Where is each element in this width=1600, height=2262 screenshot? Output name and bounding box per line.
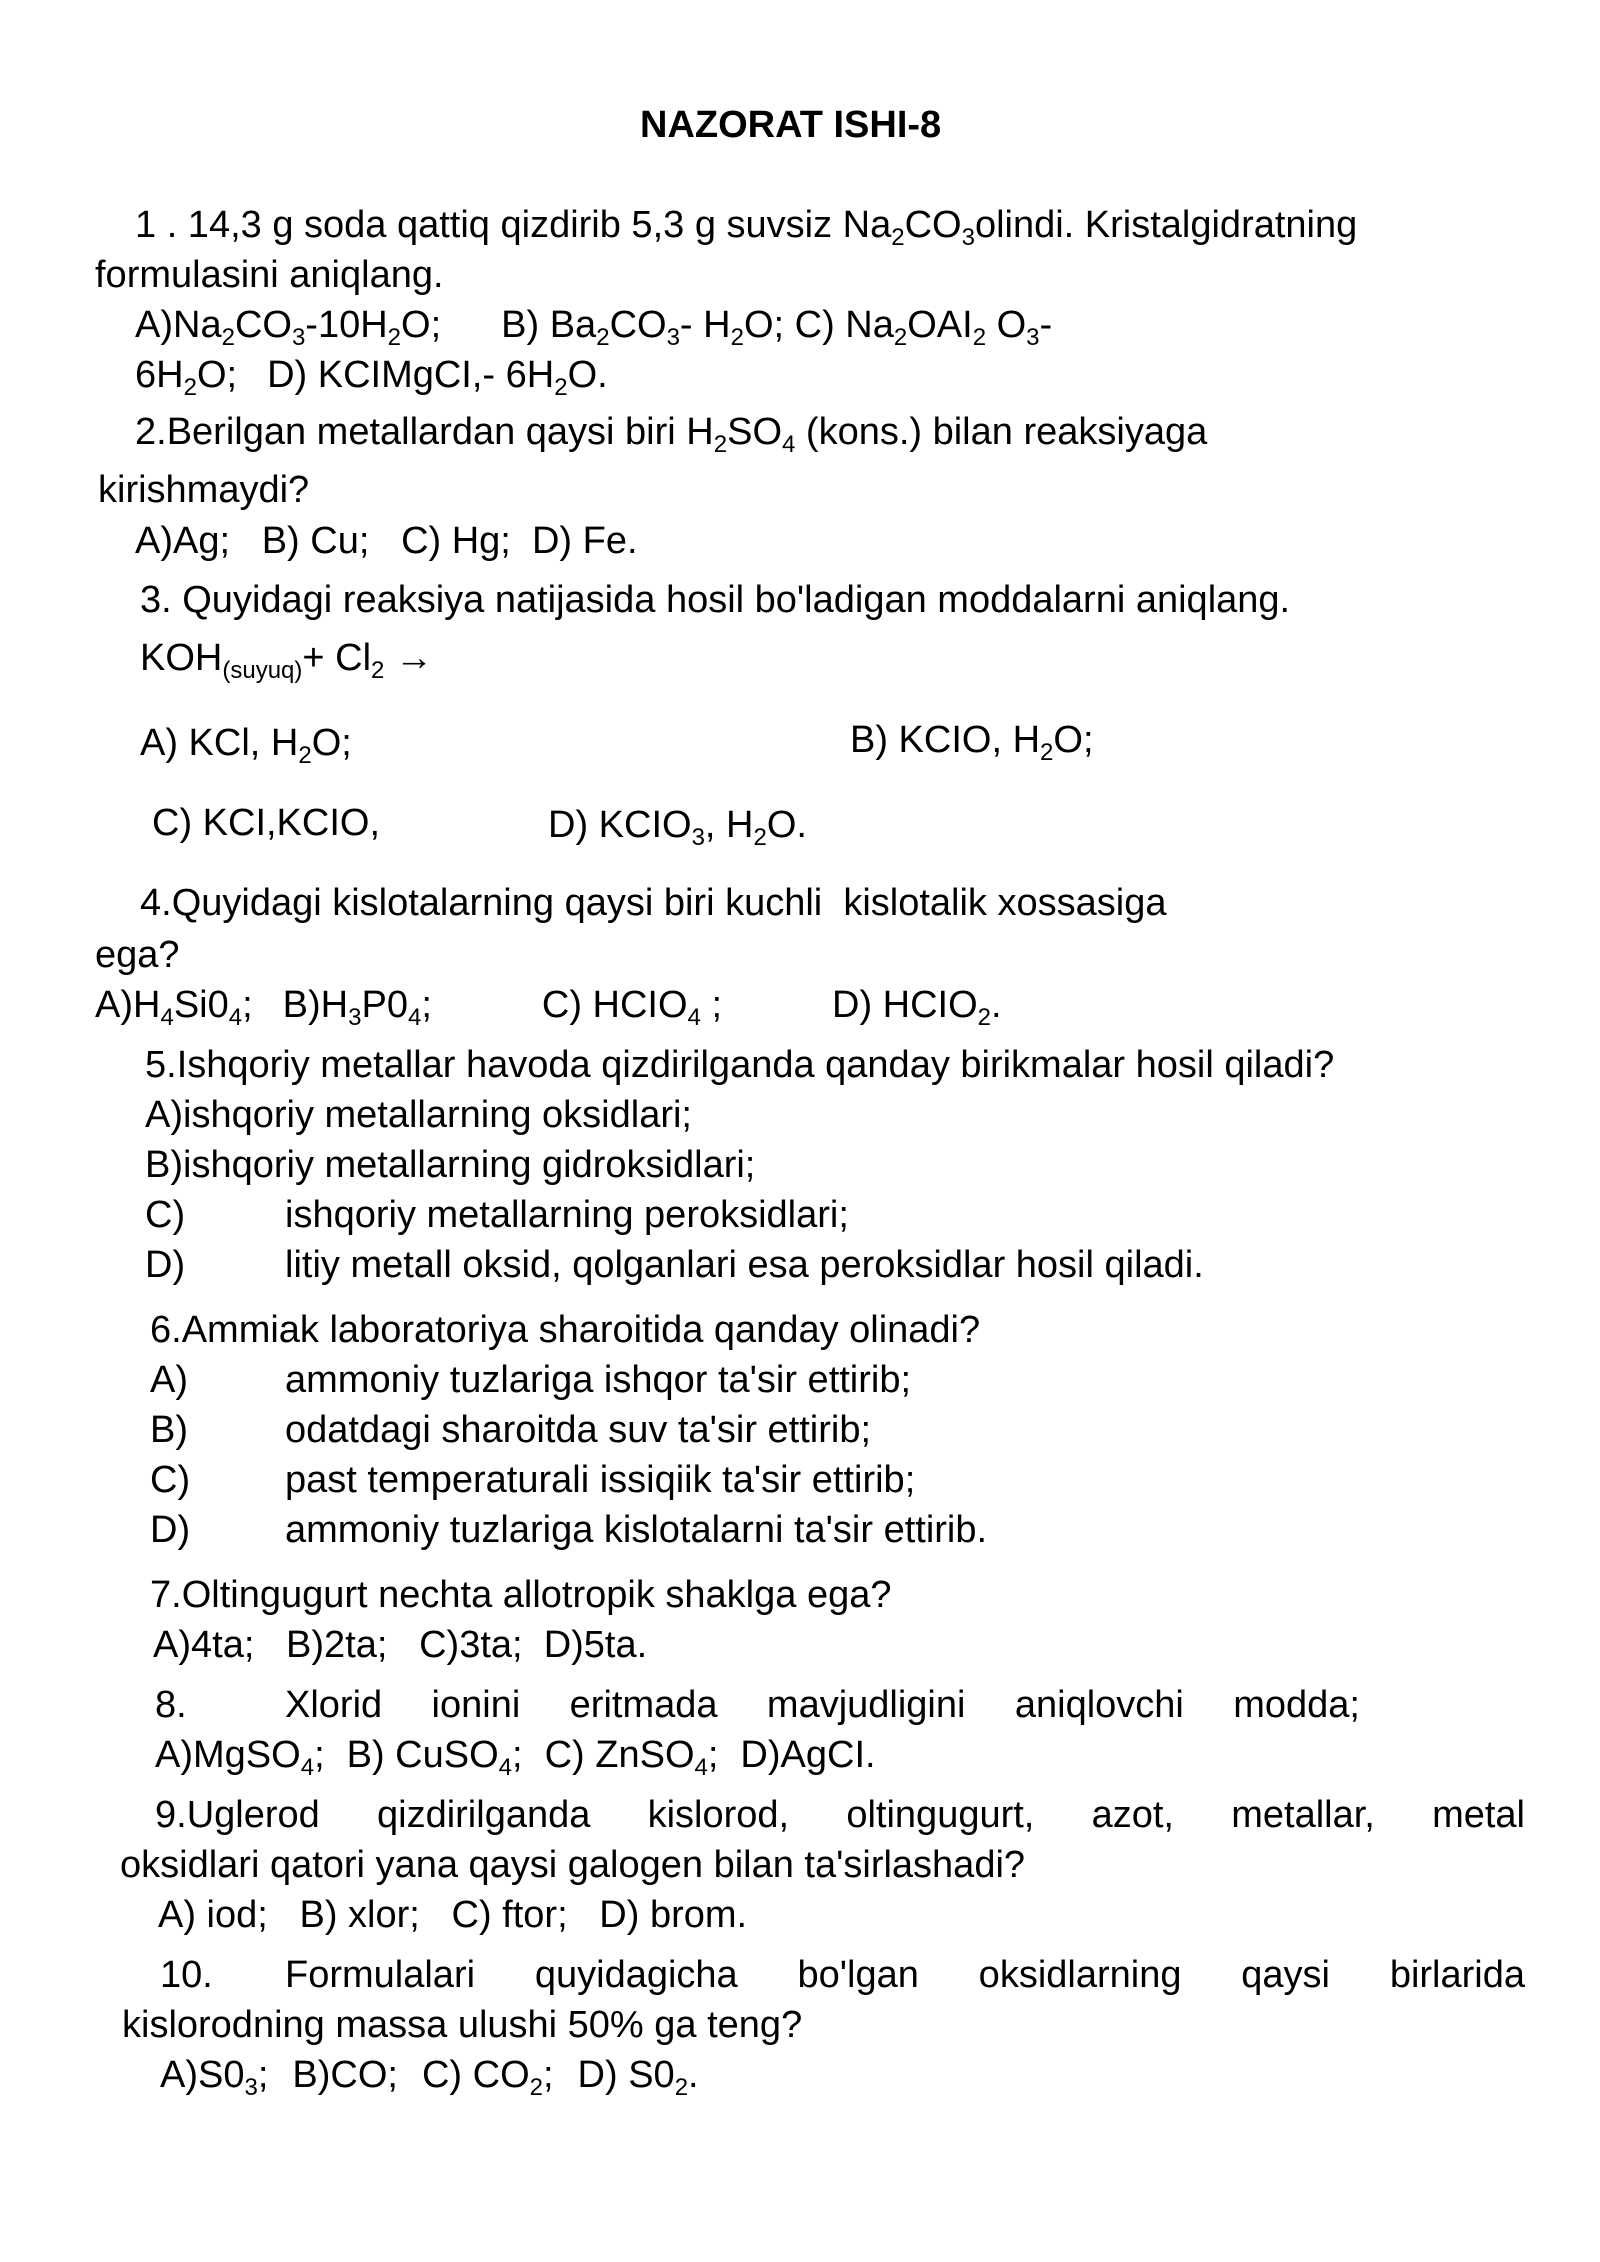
q2-text-line1: 2.Berilgan metallardan qaysi biri $H_2SO_4$ (kons.) bilan reaksiyaga — [135, 411, 1208, 458]
q6-option-d-letter: D) — [150, 1509, 191, 1551]
q10-options — [160, 2050, 699, 2100]
q6-option-d: ammoniy tuzlariga kislotalarni ta'sir ettirib. — [285, 1509, 988, 1551]
q4-options — [95, 980, 1002, 1030]
q4-option-a: $A)H_4Si0_4$; — [95, 984, 253, 1031]
q10-text-line1: Formulalari quyidagicha bo'lgan oksidlarning qaysi birlarida — [285, 1954, 1525, 1996]
q5-option-d: litiy metall oksid, qolganlari esa peroksidlar hosil qiladi. — [285, 1244, 1204, 1286]
q5-text-line1: 5.Ishqoriy metallar havoda qizdirilganda qanday birikmalar hosil qiladi? — [145, 1044, 1335, 1086]
q7-options: A)4ta; B)2ta; C)3ta; D)5ta. — [153, 1624, 648, 1666]
q2-options: A)Ag; B) Cu; C) Hg; D) Fe. — [135, 520, 638, 562]
q9-text-line1: 9.Uglerod qizdirilganda kislorod, oltingugurt, azot, metallar, metal — [155, 1794, 1525, 1836]
q6-option-b: odatdagi sharoitda suv ta'sir ettirib; — [285, 1409, 872, 1451]
q1-option-d: D) KCIMgCI,- $6H_2O$. — [267, 354, 608, 401]
q6-option-a: ammoniy tuzlariga ishqor ta'sir ettirib; — [285, 1359, 912, 1401]
q10-text-line2: kislorodning massa ulushi 50% ga teng? — [122, 2004, 803, 2046]
q2-text-line2: kirishmaydi? — [98, 469, 310, 511]
q8-option-a: A)MgSO$_4$; — [155, 1734, 325, 1781]
q5-option-b: B)ishqoriy metallarning gidroksidlari; — [145, 1144, 756, 1186]
q1-options-line1 — [135, 300, 1052, 350]
q1-option-b: B) $Ba_2CO_3-$ $H_2O$; — [501, 304, 785, 351]
q8-option-b: B) CuSO$_4$; — [346, 1734, 523, 1781]
q5-option-c-letter: C) — [145, 1194, 186, 1236]
q1-text-line2: formulasini aniqlang. — [95, 254, 444, 296]
q6-option-c-letter: C) — [150, 1459, 191, 1501]
q9-options: A) iod; B) xlor; C) ftor; D) brom. — [158, 1894, 748, 1936]
q3-option-b: B) KCIO, $H_2O$; — [850, 719, 1094, 766]
q1-text-line1: 1 . 14,3 g soda qattiq qizdirib 5,3 g suvsiz $Na_2CO_3olindi$. Kristalgidratning — [135, 204, 1358, 251]
q4-text-line2: ega? — [95, 934, 180, 976]
q6-option-b-letter: B) — [150, 1409, 188, 1451]
q10-option-b: B)CO; — [292, 2054, 398, 2096]
q4-text-line1: 4.Quyidagi kislotalarning qaysi biri kuchli kislotalik xossasiga — [140, 882, 1167, 924]
q5-option-c: ishqoriy metallarning peroksidlari; — [285, 1194, 849, 1236]
q6-option-c: past temperaturali issiqiik ta'sir ettirib; — [285, 1459, 916, 1501]
q3-option-c: C) KCI,KCIO, — [152, 802, 381, 844]
reaction-arrow-icon: → — [394, 637, 433, 679]
q8-option-c: C) ZnSO$_4$; — [544, 1734, 719, 1781]
q7-text-line1: 7.Oltingugurt nechta allotropik shaklga ega? — [150, 1574, 892, 1616]
q3-text-line1: 3. Quyidagi reaksiya natijasida hosil bo'ladigan moddalarni aniqlang. — [140, 579, 1291, 621]
q4-option-d: D) $HCIO_2$. — [832, 984, 1002, 1031]
q8-number: 8. — [155, 1684, 187, 1726]
q8-text-line1: Xlorid ionini eritmada mavjudligini aniqlovchi modda; — [285, 1684, 1360, 1726]
q5-option-a: A)ishqoriy metallarning oksidlari; — [145, 1094, 692, 1136]
q8-options — [155, 1730, 876, 1780]
q1-option-c-end: $6H_2O$; — [135, 354, 238, 401]
page-title: NAZORAT ISHI-8 — [640, 104, 942, 146]
q4-option-c: C) $HCIO_4$ ; — [541, 984, 723, 1031]
q6-text-line1: 6.Ammiak laboratoriya sharoitida qanday olinadi? — [150, 1309, 981, 1351]
q10-option-c: C) $CO_2$; — [421, 2054, 554, 2101]
q10-option-d: D) $S0_2$. — [577, 2054, 699, 2101]
q10-option-a: $A)S0_3$; — [160, 2054, 269, 2101]
q6-option-a-letter: A) — [150, 1359, 188, 1401]
q1-option-a: $A)Na_2CO_3-10H_2O$; — [135, 304, 442, 351]
q4-option-b: $B)H_3P0_4$; — [282, 984, 432, 1031]
q3-equation: $KOH_{(suyuq)}+ Cl_2$ → — [140, 637, 433, 684]
q3-option-a: A) KCl, $H_2O$; — [140, 722, 352, 769]
q10-number: 10. — [160, 1954, 213, 1996]
q8-option-d: D)AgCI. — [740, 1734, 876, 1776]
q3-option-d: D) $KCIO_3$, $H_2O$. — [548, 804, 807, 851]
q9-text-line2: oksidlari qatori yana qaysi galogen bilan ta'sirlashadi? — [120, 1844, 1026, 1886]
q1-options-line2 — [135, 350, 608, 400]
q1-option-c-start: C) $Na_2OAI_2$ $O_3-$ — [794, 304, 1053, 351]
q5-option-d-letter: D) — [145, 1244, 186, 1286]
